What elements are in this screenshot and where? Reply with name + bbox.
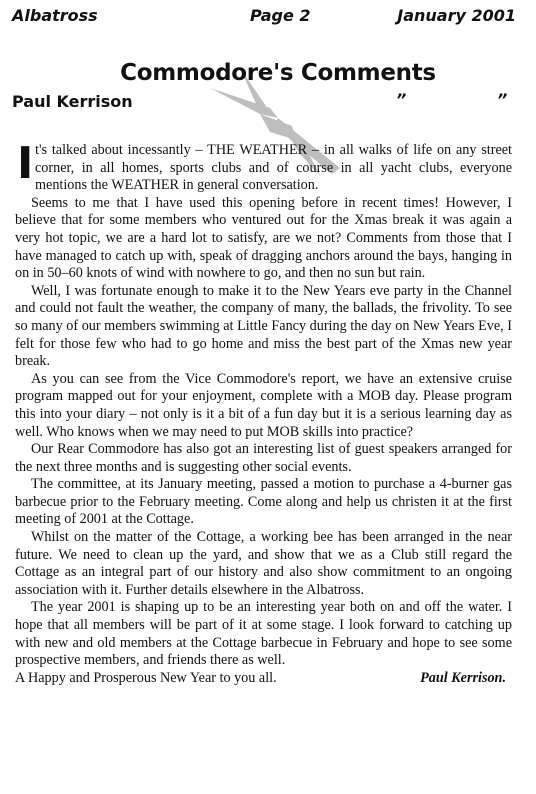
signature: Paul Kerrison. xyxy=(420,669,506,686)
article-body xyxy=(15,138,512,687)
paragraph: The year 2001 is shaping up to be an interesting year both on and off the water. I hope that all members will be part of it at some stage. I look forward to catching up with new and old members at the Cottage barbecue in February and hope to see some prospective members, and friends there as well. xyxy=(15,599,512,669)
article-title: Commodore's Comments xyxy=(120,60,436,86)
paragraph: As you can see from the Vice Commodore's report, we have an extensive cruise program mapped out for your enjoyment, complete with a MOB day. Please program this into your diary – not only is it a bit of a fun day but it is a serious learning day as well. Who knows when we may need to put MOB skills into practice? xyxy=(15,370,512,440)
closing-line xyxy=(15,670,512,688)
drop-cap: I xyxy=(17,138,34,189)
paragraph: Well, I was fortunate enough to make it to the New Years eve party in the Channel and could not fault the weather, the company of many, the ballads, the frivolity. To see so many of our members swimming at Little Fancy during the day on New Years Eve, I felt for those few who had to go home and miss the best part of the Xmas new year break. xyxy=(15,282,512,370)
newsletter-name: Albatross xyxy=(12,6,98,25)
decorative-quote-mark: ” xyxy=(497,90,508,109)
paragraph: It's talked about incessantly – THE WEATHER – in all walks of life on any street corner, in all homes, sports clubs and of course in all yacht clubs, everyone mentions the WEATHER in general conversation. xyxy=(17,138,512,194)
paragraph: Our Rear Commodore has also got an interesting list of guest speakers arranged for the next three months and is suggesting other social events. xyxy=(15,441,512,475)
paragraph: Seems to me that I have used this opening before in recent times! However, I believe that for some members who ventured out for the Xmas break it was again a very hot topic, we are a hard lot to satisfy, are we not? Comments from those that I have managed to catch up with, speak of dragging anchors around the bays, hanging in on in 50–60 knots of wind with nowhere to go, and then no sun but rain. xyxy=(15,194,512,282)
decorative-quote-mark: ” xyxy=(396,90,407,109)
closing-text: A Happy and Prosperous New Year to you all. xyxy=(15,669,277,686)
paragraph: The committee, at its January meeting, passed a motion to purchase a 4-burner gas barbecue prior to the February meeting. Come along and help us christen it at the first meeting of 2001 at the Cottage. xyxy=(15,476,512,528)
issue-date: January 2001 xyxy=(397,6,516,25)
page-number: Page 2 xyxy=(250,6,311,25)
page-header xyxy=(12,6,516,28)
paragraph: Whilst on the matter of the Cottage, a working bee has been arranged in the near future. We need to clean up the yard, and show that we as a Club still regard the Cottage as an integral part of our history and also show commitment to an ongoing association with it. Further details elsewhere in the Albatross. xyxy=(15,529,512,598)
article-author: Paul Kerrison xyxy=(12,92,133,111)
